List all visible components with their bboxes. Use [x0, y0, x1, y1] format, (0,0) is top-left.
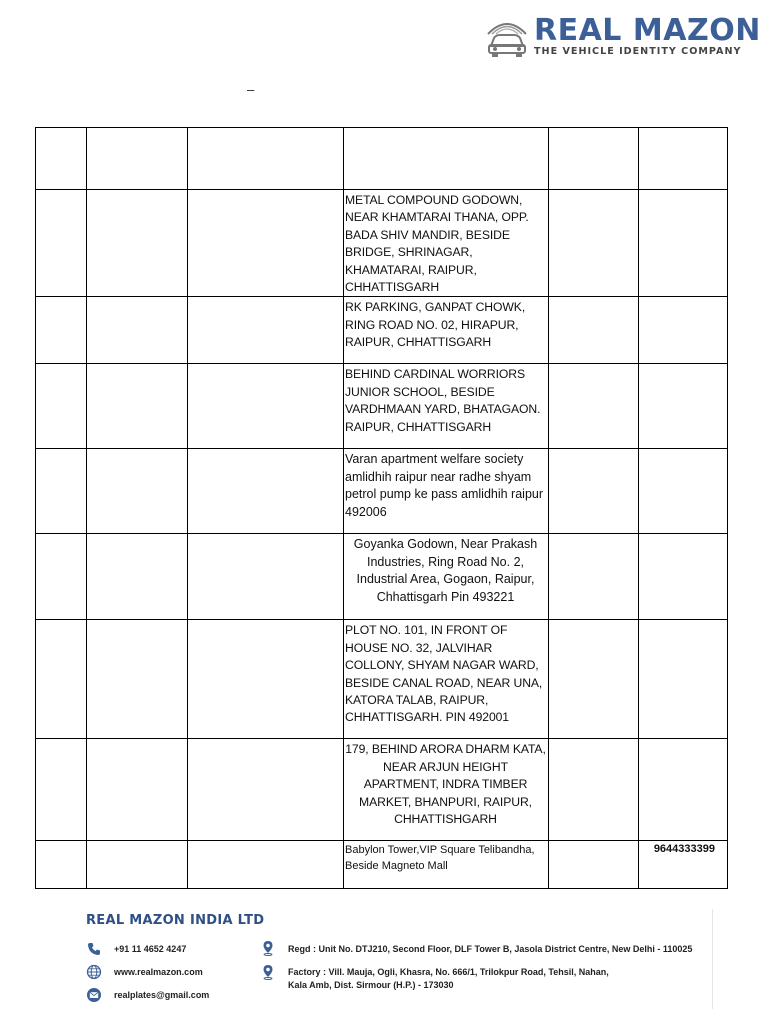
- table-row: [36, 534, 728, 620]
- footer-regd-address: Regd : Unit No. DTJ210, Second Floor, DLF Tower B, Jasola District Centre, New Delhi - 110025: [288, 944, 693, 954]
- footer-email: realplates@gmail.com: [114, 990, 210, 1000]
- table-row: [36, 449, 728, 534]
- header-cell: [188, 128, 344, 190]
- address-cell: Babylon Tower,VIP Square Telibandha, Beside Magneto Mall: [344, 841, 549, 889]
- table-row: [36, 620, 728, 739]
- location-pin-icon: [260, 964, 276, 980]
- header-cell: [36, 128, 87, 190]
- header-cell: [639, 128, 728, 190]
- address-cell: RK PARKING, GANPAT CHOWK, RING ROAD NO. 02, HIRAPUR, RAIPUR, CHHATTISGARH: [344, 297, 549, 364]
- footer-factory-line1: Factory : Vill. Mauja, Ogli, Khasra, No. 666/1, Trilokpur Road, Tehsil, Nahan,: [288, 967, 609, 977]
- phone-cell: [639, 449, 728, 534]
- phone-cell: [639, 297, 728, 364]
- table-row: [36, 841, 728, 889]
- address-table: [35, 127, 728, 889]
- phone-cell: [639, 364, 728, 449]
- table-row: [36, 190, 728, 297]
- footer-website: www.realmazon.com: [114, 967, 203, 977]
- header-cell: [344, 128, 549, 190]
- location-pin-icon: [260, 940, 276, 956]
- globe-icon: [86, 964, 102, 980]
- phone-icon: [86, 941, 102, 957]
- footer-factory-line2: Kala Amb, Dist. Sirmour (H.P.) - 173030: [288, 980, 454, 990]
- mail-icon: [86, 987, 102, 1003]
- header-cell: [549, 128, 639, 190]
- logo-title: REAL MAZON: [534, 13, 761, 48]
- footer-phone: +91 11 4652 4247: [114, 944, 187, 954]
- address-cell: METAL COMPOUND GODOWN, NEAR KHAMTARAI THANA, OPP. BADA SHIV MANDIR, BESIDE BRIDGE, SHRINAGAR, KHAMATARAI, RAIPUR, CHHATTISGARH: [344, 190, 549, 297]
- address-cell: BEHIND CARDINAL WORRIORS JUNIOR SCHOOL, BESIDE VARDHMAAN YARD, BHATAGAON. RAIPUR, CHHATTISGARH: [344, 364, 549, 449]
- address-cell: PLOT NO. 101, IN FRONT OF HOUSE NO. 32, JALVIHAR COLLONY, SHYAM NAGAR WARD, BESIDE CANAL ROAD, NEAR UNA, KATORA TALAB, RAIPUR, CHHATTISGARH. PIN 492001: [344, 620, 549, 739]
- dash-mark: –: [247, 82, 255, 97]
- table-row: [36, 297, 728, 364]
- company-logo: [484, 13, 761, 60]
- footer-company-name: REAL MAZON INDIA LTD: [86, 913, 265, 928]
- phone-cell: [639, 190, 728, 297]
- table-header-row: [36, 128, 728, 190]
- logo-subtitle: THE VEHICLE IDENTITY COMPANY: [534, 46, 742, 57]
- phone-cell: [639, 620, 728, 739]
- header-cell: [87, 128, 188, 190]
- table-row: [36, 364, 728, 449]
- letterhead-footer: [0, 905, 768, 1024]
- phone-cell: 9644333399: [639, 841, 728, 889]
- car-badge-icon: [484, 16, 530, 58]
- address-cell: Varan apartment welfare society amlidhih raipur near radhe shyam petrol pump ke pass amlidhih raipur 492006: [344, 449, 549, 534]
- phone-cell: [639, 739, 728, 841]
- address-cell: Goyanka Godown, Near Prakash Industries, Ring Road No. 2, Industrial Area, Gogaon, Raipur, Chhattisgarh Pin 493221: [344, 534, 549, 620]
- phone-cell: [639, 534, 728, 620]
- table-row: [36, 739, 728, 841]
- footer-divider: [712, 909, 713, 1009]
- address-cell: 179, BEHIND ARORA DHARM KATA, NEAR ARJUN HEIGHT APARTMENT, INDRA TIMBER MARKET, BHANPURI, RAIPUR, CHHATTISHGARH: [344, 739, 549, 841]
